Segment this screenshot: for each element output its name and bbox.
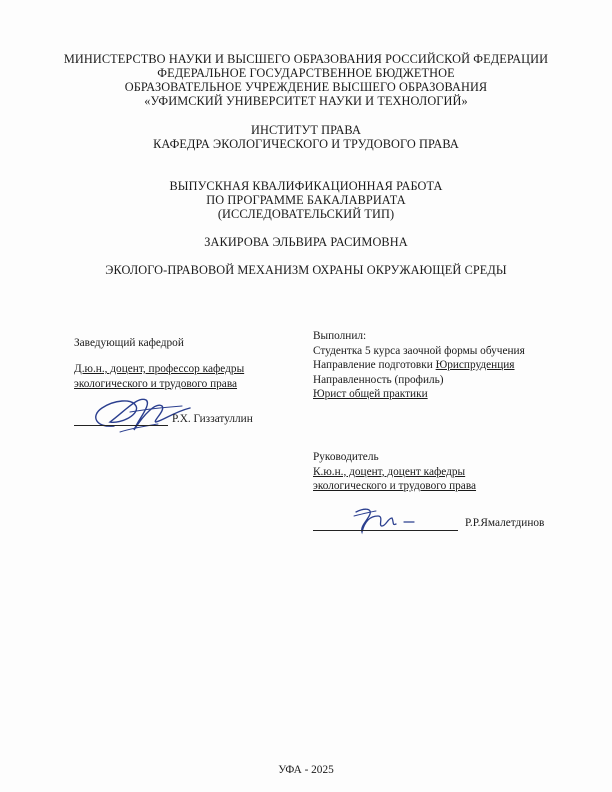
supervisor-block <box>313 450 476 494</box>
work-type <box>0 179 612 221</box>
profile-label: Направленность (профиль) <box>313 373 444 386</box>
work-title <box>0 263 612 277</box>
ministry-line: ОБРАЗОВАТЕЛЬНОЕ УЧРЕЖДЕНИЕ ВЫСШЕГО ОБРАЗОВАНИЯ <box>124 80 488 94</box>
head-of-department-block <box>74 336 184 351</box>
department-name: КАФЕДРА ЭКОЛОГИЧЕСКОГО И ТРУДОВОГО ПРАВА <box>153 137 459 151</box>
work-type-line: ВЫПУСКНАЯ КВАЛИФИКАЦИОННАЯ РАБОТА <box>169 179 443 193</box>
head-signer-name: Р.Х. Гиззатуллин <box>172 413 253 425</box>
university-name: «УФИМСКИЙ УНИВЕРСИТЕТ НАУКИ И ТЕХНОЛОГИЙ» <box>144 94 468 108</box>
direction-prefix: Направление подготовки <box>313 359 436 371</box>
supervisor-label: Руководитель <box>313 451 379 463</box>
supervisor-position-line: экологического и трудового права <box>313 480 477 492</box>
head-position-line: Д.ю.н., доцент, профессор кафедры <box>74 363 245 375</box>
institute-header <box>0 123 612 151</box>
author-name-text: ЗАКИРОВА ЭЛЬВИРА РАСИМОВНА <box>204 235 408 249</box>
head-of-department-label: Заведующий кафедрой <box>74 337 184 349</box>
author-name <box>0 235 612 249</box>
work-type-line: (ИССЛЕДОВАТЕЛЬСКИЙ ТИП) <box>217 207 395 221</box>
city-year: УФА - 2025 <box>278 764 334 776</box>
head-position-line: экологического и трудового права <box>74 377 238 390</box>
head-of-department-position <box>74 362 244 391</box>
supervisor-signature <box>348 502 428 538</box>
ministry-line: МИНИСТЕРСТВО НАУКИ И ВЫСШЕГО ОБРАЗОВАНИЯ РОССИЙСКОЙ ФЕДЕРАЦИИ <box>63 52 549 66</box>
direction-line <box>313 358 525 373</box>
ministry-header <box>0 52 612 108</box>
supervisor-position-line: К.ю.н., доцент, доцент кафедры <box>313 465 466 478</box>
supervisor-signer-name: Р.Р.Ямалетдинов <box>465 517 545 529</box>
direction-value: Юриспруденция <box>435 359 515 371</box>
head-signature-line <box>74 425 168 426</box>
performer-block <box>313 329 525 402</box>
student-line: Студентка 5 курса заочной формы обучения <box>313 344 525 357</box>
work-title-text: ЭКОЛОГО-ПРАВОВОЙ МЕХАНИЗМ ОХРАНЫ ОКРУЖАЮЩЕЙ СРЕДЫ <box>105 263 507 277</box>
work-type-line: ПО ПРОГРАММЕ БАКАЛАВРИАТА <box>206 193 406 207</box>
ministry-line: ФЕДЕРАЛЬНОЕ ГОСУДАРСТВЕННОЕ БЮДЖЕТНОЕ <box>157 66 455 80</box>
profile-value: Юрист общей практики <box>313 388 428 400</box>
supervisor-signature-line <box>313 530 458 531</box>
performer-label: Выполнил: <box>313 330 367 342</box>
institute-name: ИНСТИТУТ ПРАВА <box>251 123 361 137</box>
